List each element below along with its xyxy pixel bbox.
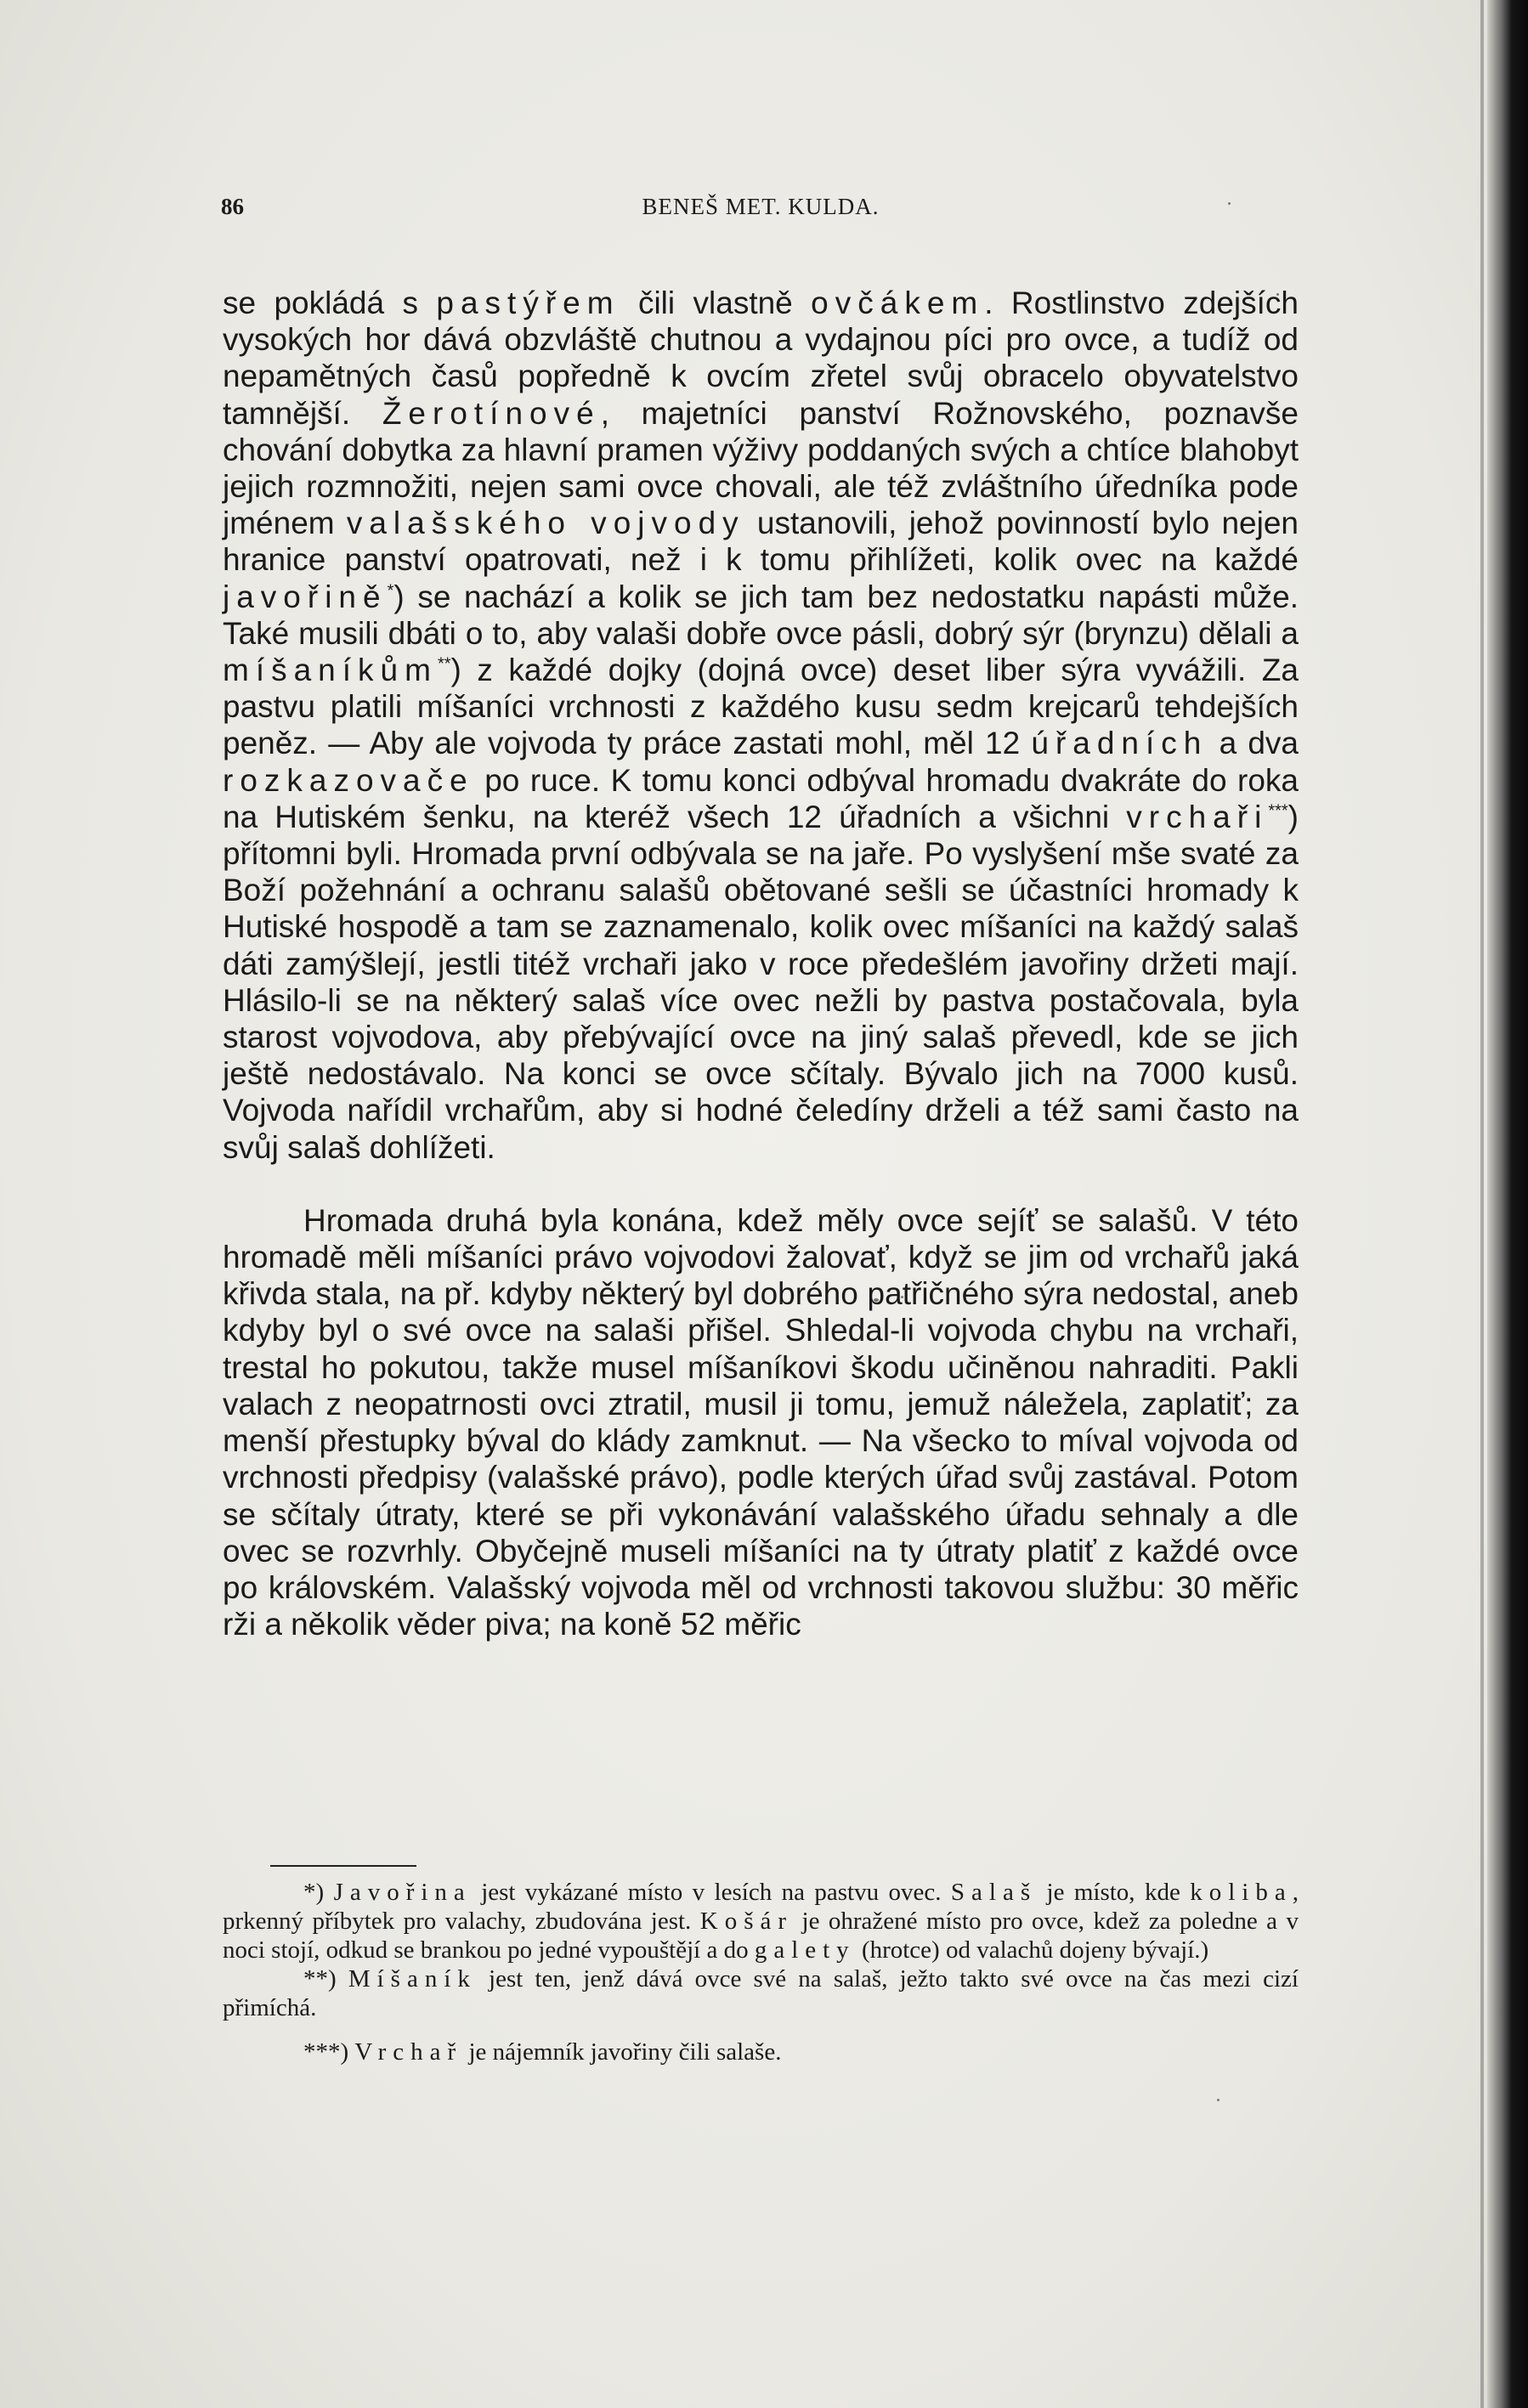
spaced-term: koliba — [1190, 1879, 1293, 1906]
page-number: 86 — [221, 194, 244, 219]
spaced-term: Košár — [699, 1908, 794, 1935]
spaced-term: Javořina — [333, 1879, 472, 1906]
footnote-2: **) Míšaník jest ten, jenž dává ovce své na salaš, ježto takto své ovce na čas mezi cizí přimíchá. — [223, 1965, 1299, 2021]
spine-line — [1480, 0, 1484, 2408]
spaced-term: ovčákem — [811, 285, 985, 320]
spaced-term: javořině — [223, 579, 388, 614]
spaced-term: míšaníkům — [223, 653, 438, 688]
spaced-term: valašského vojvody — [346, 506, 745, 541]
spaced-term: Žerotínové — [382, 395, 601, 431]
spaced-term: galety — [754, 1936, 856, 1964]
footnote-marker: * — [387, 581, 394, 601]
running-head: BENEŠ MET. KULDA. — [642, 194, 880, 219]
spaced-term: Míšaník — [348, 1965, 477, 1993]
spaced-term: rozkazovače — [223, 762, 474, 798]
scan-speck — [1217, 2099, 1220, 2101]
footnotes — [223, 1878, 1299, 2066]
spaced-term: vrchaři — [1126, 799, 1269, 834]
page-header — [221, 194, 1300, 228]
footnote-marker: ** — [437, 654, 451, 674]
footnote-1: *) Javořina jest vykázané místo v lesích na pastvu ovec. Salaš je místo, kde koliba, prkenný příbytek pro valachy, zbudována jest. Košár je ohražené místo pro ovce, kdež za poledne a v noci stojí, odkud se brankou po jedné vypouštějí a do galety (hrotce) od valachů dojeny bývají.) — [223, 1879, 1299, 1964]
spaced-term: Vrchař — [354, 2038, 463, 2066]
footnote-separator — [270, 1865, 416, 1867]
footnote-marker: *** — [1268, 801, 1288, 821]
spaced-term: Salaš — [950, 1879, 1038, 1906]
spaced-term: úřadních — [1031, 726, 1208, 761]
paragraph-2: Hromada druhá byla konána, kdež měly ovce sejíť se salašů. V této hromadě měli míšaníci právo vojvodovi žalovať, když se jim od vrchařů jaká křivda stala, na př. kdyby některý byl dobrého patřičného sýra nedostal, aneb kdyby byl o své ovce na salaši přišel. Shledal-li vojvoda chybu na vrchaři, trestal ho pokutou, takže musel míšaníkovi škodu učiněnou nahraditi. Pakli valach z neopatrnosti ovci ztratil, musil ji tomu, jemuž náležela, zaplatiť; za menší přestupky býval do klády zamknut. — Na všecko to míval vojvoda od vrchnosti předpisy (valašské právo), podle kterých úřad svůj zastával. Potom se sčítaly útraty, které se při vykonávání valašského úřadu sehnaly a dle ovec se rozvrhly. Obyčejně museli míšaníci na ty útraty platiť z každé ovce po královském. Valašský vojvoda měl od vrchnosti takovou službu: 30 měřic rži a několik věder piva; na koně 52 měřic — [223, 1202, 1299, 1642]
footnote-3: ***) Vrchař je nájemník javořiny čili salaše. — [303, 2038, 782, 2066]
body-text — [223, 285, 1299, 1642]
spaced-term: pastýřem — [436, 285, 620, 320]
paragraph-1: se pokládá s pastýřem čili vlastně ovčákem. Rostlinstvo zdejších vysokých hor dává obzvláště chutnou a vydajnou píci pro ovce, a tudíž od nepamětných časů popředně k ovcím zřetel svůj obracelo obyvatelstvo tamnější. Žerotínové, majetníci panství Rožnovského, poznavše chování dobytka za hlavní pramen výživy poddaných svých a chtíce blahobyt jejich rozmnožiti, nejen sami ovce chovali, ale též zvláštního úředníka pode jménem valašského vojvody ustanovili, jehož povinností bylo nejen hranice panství opatrovati, než i k tomu přihlížeti, kolik ovec na každé javořině*) se nachází a kolik se jich tam bez nedostatku napásti může. Také musili dbáti o to, aby valaši dobře ovce pásli, dobrý sýr (brynzu) dělali a míšaníkům**) z každé dojky (dojná ovce) deset liber sýra vyvážili. Za pastvu platili míšaníci vrchnosti z každého kusu sedm krejcarů tehdejších peněz. — Aby ale vojvoda ty práce zastati mohl, měl 12 úřadních a dva rozkazovače po ruce. K tomu konci odbýval hromadu dvakráte do roka na Hutiském šenku, na kteréž všech 12 úřadních a všichni vrchaři***) přítomni byli. Hromada první odbývala se na jaře. Po vyslyšení mše svaté za Boží požehnání a ochranu salašů obětované sešli se účastníci hromady k Hutiské hospodě a tam se zaznamenalo, kolik ovec míšaníci na každý salaš dáti zamýšlejí, jestli titéž vrchaři jako v roce předešlém javořiny držeti mají. Hlásilo-li se na některý salaš více ovec nežli by pastva postačovala, byla starost vojvodova, aby přebývající ovce na jiný salaš převedl, kde se jich ještě nedostávalo. Na konci se ovce sčítaly. Bývalo jich na 7000 kusů. Vojvoda nařídil vrchařům, aby si hodné čeledíny drželi a též sami často na svůj salaš dohlížeti. — [223, 285, 1299, 1165]
book-spine-shadow — [1487, 0, 1528, 2408]
